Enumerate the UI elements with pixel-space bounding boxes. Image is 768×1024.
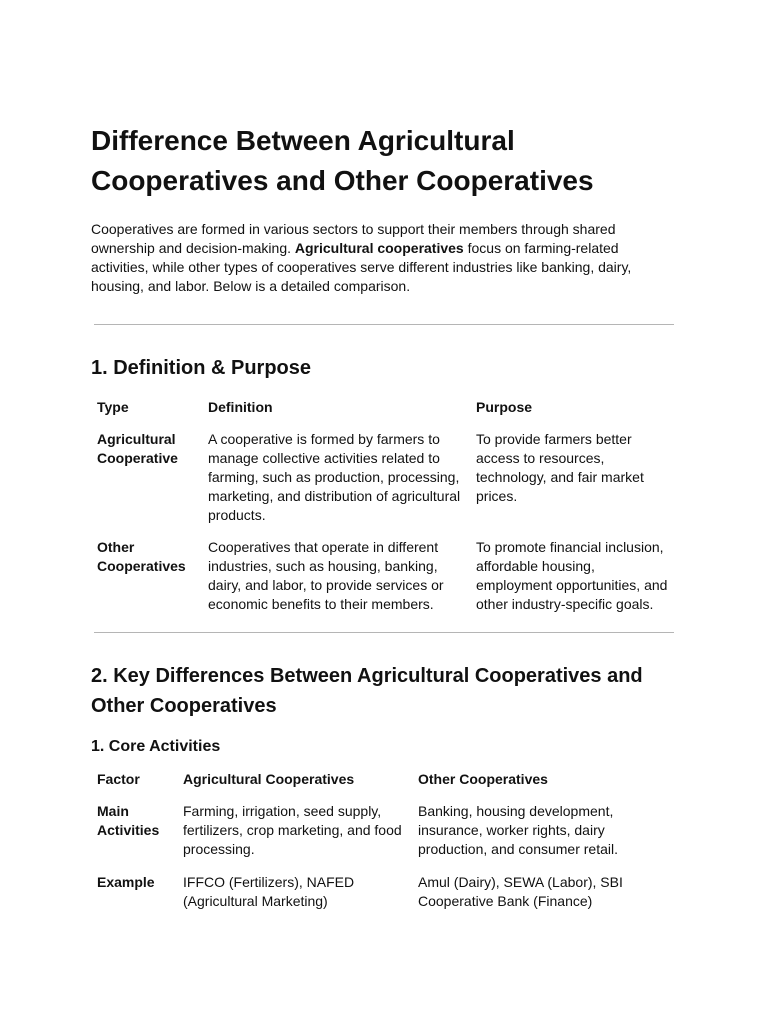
row-agricultural: IFFCO (Fertilizers), NAFED (Agricultural Marketing) <box>183 874 355 909</box>
header-definition: Definition <box>208 399 273 415</box>
section2-heading: 2. Key Differences Between Agricultural Cooperatives and Other Cooperatives <box>91 665 643 717</box>
header-purpose: Purpose <box>476 399 533 415</box>
row-other: Banking, housing development, insurance, worker rights, dairy production, and consumer retail. <box>418 803 618 857</box>
intro-text-1: Cooperatives are formed in various sectors to support their members through shared ownership and decision-making. <box>91 221 616 256</box>
row-factor: Example <box>97 874 155 890</box>
row-purpose: To provide farmers better access to resources, technology, and fair market prices. <box>476 431 644 504</box>
row-purpose: To promote financial inclusion, affordable housing, employment opportunities, and other industry-specific goals. <box>476 539 668 612</box>
row-type: Other Cooperatives <box>97 539 186 574</box>
intro-bold-text: Agricultural cooperatives <box>294 240 464 256</box>
header-factor: Factor <box>97 771 140 787</box>
header-agricultural: Agricultural Cooperatives <box>183 771 355 787</box>
row-agricultural: Farming, irrigation, seed supply, fertilizers, crop marketing, and food processing. <box>183 803 402 857</box>
section1-heading: 1. Definition & Purpose <box>91 357 312 379</box>
core-activities-table <box>91 770 676 911</box>
header-type: Type <box>97 399 129 415</box>
intro-paragraph <box>91 220 678 296</box>
divider-2 <box>94 632 674 633</box>
header-other: Other Cooperatives <box>418 771 548 787</box>
row-other: Amul (Dairy), SEWA (Labor), SBI Cooperative Bank (Finance) <box>418 874 623 909</box>
row-definition: A cooperative is formed by farmers to manage collective activities related to farming, such as production, processing, marketing, and distribution of agricultural products. <box>208 431 461 523</box>
divider-1 <box>94 324 674 325</box>
table-row <box>91 802 676 859</box>
table-row <box>91 430 676 525</box>
table-header-row <box>91 398 676 417</box>
table-header-row <box>91 770 676 789</box>
table-row <box>91 538 676 614</box>
page-title: Difference Between Agricultural Cooperatives and Other Cooperatives <box>91 125 594 196</box>
row-type: Agricultural Cooperative <box>97 431 178 466</box>
table-row <box>91 873 676 911</box>
row-factor: Main Activities <box>97 803 160 838</box>
definition-purpose-table <box>91 398 676 614</box>
section2-subheading: 1. Core Activities <box>91 738 221 755</box>
intro-text-2: focus on farming-related activities, while other types of cooperatives serve different industries like banking, dairy, housing, and labor. Below is a detailed comparison. <box>91 240 632 294</box>
row-definition: Cooperatives that operate in different industries, such as housing, banking, dairy, and labor, to provide services or economic benefits to their members. <box>208 539 444 612</box>
